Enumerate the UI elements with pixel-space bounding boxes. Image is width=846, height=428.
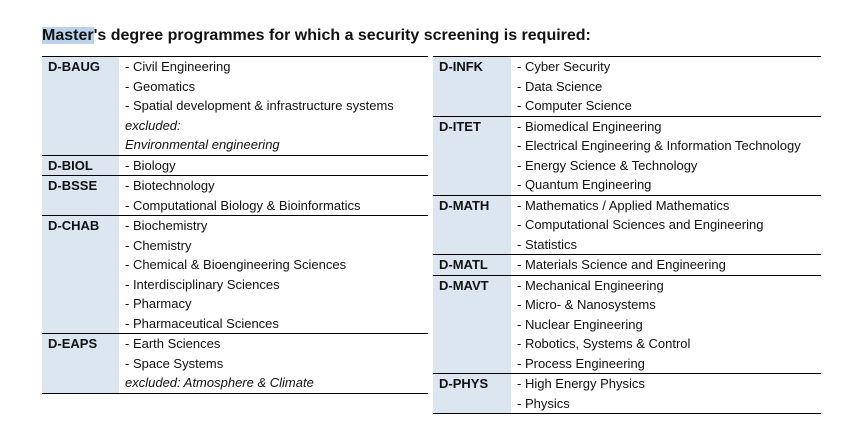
right-table: [433, 56, 821, 414]
programme-item: - High Energy Physics: [517, 376, 645, 391]
programme-item: - Data Science: [517, 78, 603, 94]
programme-item: - Mathematics / Applied Mathematics: [517, 197, 730, 213]
programme-item: - Civil Engineering: [125, 59, 231, 74]
programme-item: - Biotechnology: [125, 178, 215, 193]
programme-item: - Process Engineering: [517, 355, 645, 371]
programme-item: - Robotics, Systems & Control: [517, 336, 691, 351]
department-row: [42, 216, 428, 334]
left-table: [42, 56, 428, 394]
title-text: 's degree programmes for which a security screening is required:: [93, 27, 591, 44]
programme-item: - Materials Science and Engineering: [517, 257, 726, 272]
programme-item: Environmental engineering: [125, 137, 280, 152]
programme-item: excluded: Atmosphere & Climate: [125, 375, 314, 390]
right-programme-table: [433, 56, 821, 414]
programme-list: [119, 216, 428, 334]
programme-list: [511, 57, 821, 117]
department-code: D-BIOL: [42, 155, 119, 176]
programme-item: - Biology: [125, 157, 176, 173]
programme-item: - Pharmaceutical Sciences: [125, 315, 279, 331]
programme-item: - Biochemistry: [125, 218, 208, 233]
department-row: [42, 155, 428, 176]
department-row: [433, 195, 821, 255]
department-row: [433, 57, 821, 117]
programme-item: - Space Systems: [125, 355, 224, 371]
page-title: [42, 26, 591, 46]
left-programme-table: [42, 56, 428, 394]
department-row: [42, 176, 428, 216]
title-highlight: Master: [42, 27, 94, 44]
department-code: D-PHYS: [433, 374, 511, 414]
programme-item: - Interdisciplinary Sciences: [125, 276, 280, 292]
department-code: D-BAUG: [42, 57, 119, 156]
department-code: D-MATH: [433, 195, 511, 255]
programme-list: [511, 374, 821, 414]
programme-list: [511, 116, 821, 195]
department-row: [433, 116, 821, 195]
programme-item: - Mechanical Engineering: [517, 277, 664, 293]
programme-item: - Cyber Security: [517, 59, 611, 74]
department-row: [42, 334, 428, 394]
programme-item: - Micro- & Nanosystems: [517, 297, 656, 312]
department-row: [433, 255, 821, 276]
department-row: [433, 275, 821, 374]
programme-list: [511, 255, 821, 276]
programme-list: [119, 57, 428, 156]
programme-list: [511, 275, 821, 374]
programme-item: - Computer Science: [517, 98, 632, 113]
programme-item: - Chemical & Bioengineering Sciences: [125, 257, 347, 272]
programme-item: - Chemistry: [125, 237, 192, 253]
programme-item: - Physics: [517, 395, 570, 411]
programme-item: - Pharmacy: [125, 296, 192, 311]
department-code: D-MAVT: [433, 275, 511, 374]
department-code: D-ITET: [433, 116, 511, 195]
programme-item: - Biomedical Engineering: [517, 118, 662, 134]
department-code: D-BSSE: [42, 176, 119, 216]
programme-list: [119, 334, 428, 394]
programme-item: - Nuclear Engineering: [517, 316, 643, 332]
programme-item: - Statistics: [517, 236, 577, 252]
department-row: [42, 57, 428, 156]
department-code: D-MATL: [433, 255, 511, 276]
programme-list: [119, 155, 428, 176]
department-code: D-INFK: [433, 57, 511, 117]
programme-item: - Earth Sciences: [125, 336, 221, 351]
department-code: D-CHAB: [42, 216, 119, 334]
programme-list: [511, 195, 821, 255]
programme-item: - Spatial development & infrastructure systems: [125, 98, 394, 113]
programme-item: - Geomatics: [125, 78, 196, 94]
department-row: [433, 374, 821, 414]
programme-item: - Computational Biology & Bioinformatics: [125, 197, 361, 213]
programme-item: - Electrical Engineering & Information Technology: [517, 138, 801, 153]
programme-item: excluded:: [125, 117, 181, 133]
department-code: D-EAPS: [42, 334, 119, 394]
programme-item: - Quantum Engineering: [517, 177, 652, 192]
programme-list: [119, 176, 428, 216]
programme-item: - Energy Science & Technology: [517, 157, 698, 173]
programme-item: - Computational Sciences and Engineering: [517, 217, 764, 232]
